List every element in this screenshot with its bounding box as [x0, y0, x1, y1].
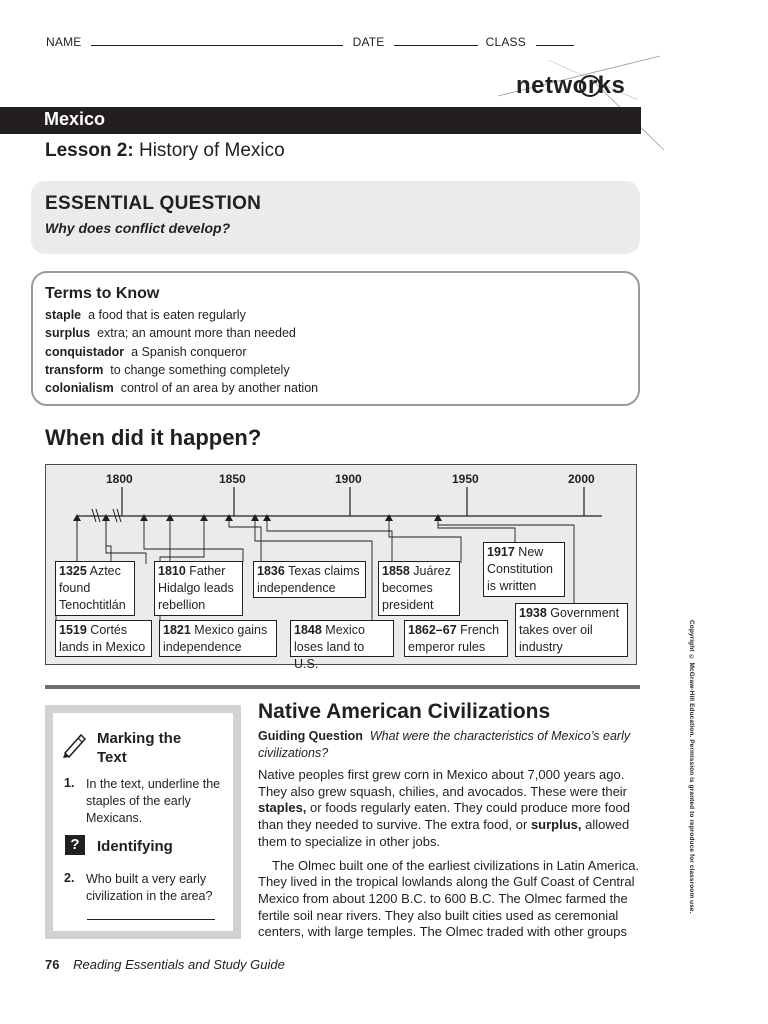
pencil-icon [61, 731, 87, 759]
name-label: NAME [46, 35, 82, 49]
country-title-bar: Mexico [0, 107, 641, 134]
term-item [45, 361, 638, 379]
term-definition: extra; an amount more than needed [97, 326, 296, 341]
paragraph-text: allowed them to specialize in other jobs. [258, 817, 630, 849]
identifying-number: 2. [64, 871, 75, 885]
copyright-notice: Copyright © McGraw-Hill Education. Permission is granted to reproduce for classroom use. [688, 620, 695, 914]
lesson-name: History of Mexico [138, 140, 285, 161]
timeline-event [378, 561, 460, 616]
event-year: 1821 [163, 623, 191, 637]
marking-heading: Marking the Text [97, 730, 182, 766]
event-text: Aztec found Tenochtitlán [59, 564, 126, 612]
class-label: CLASS [485, 35, 526, 49]
section-divider [45, 685, 640, 689]
section-title: Native American Civilizations [258, 700, 551, 723]
event-text: Texas claims independence [257, 564, 360, 595]
key-term: staples, [258, 800, 307, 816]
term-word: transform [45, 362, 104, 377]
event-year: 1325 [59, 564, 87, 578]
timeline-event [515, 603, 628, 657]
event-year: 1858 [382, 564, 410, 578]
event-text: Juárez becomes president [382, 564, 451, 612]
paragraph-text: Native peoples first grew corn in Mexico about 7,000 years ago. They also grew squash, chilies, and avocados. These were their [258, 767, 628, 799]
event-text: Government takes over oil industry [519, 606, 620, 654]
timeline-heading: When did it happen? [45, 425, 262, 450]
term-item [45, 306, 638, 324]
identifying-question: Who built a very early civilization in the area? [86, 872, 213, 903]
term-item [45, 343, 638, 361]
lesson-number: Lesson 2: [45, 140, 134, 161]
paragraph-2: The Olmec built one of the earliest civilizations in Latin America. They lived in the tropical lowlands along the Gulf Coast of Central Mexico from about 1200 B.C. to 600 B.C. The Olmec farmed the fertile soil near rivers. They also built cities used as ceremonial centers, with large temples. The Olmec traded with other groups [258, 857, 640, 940]
term-item [45, 379, 638, 397]
event-text: Mexico loses land to U.S. [294, 623, 365, 671]
timeline-year: 1850 [219, 472, 246, 486]
marking-number: 1. [64, 776, 75, 790]
event-text: Cortés lands in Mexico [59, 623, 146, 654]
event-year: 1810 [158, 564, 186, 578]
terms-heading: Terms to Know [45, 285, 160, 302]
term-definition: to change something completely [110, 362, 290, 377]
timeline-event [55, 620, 152, 657]
term-word: surplus [45, 326, 91, 341]
essential-question-heading: ESSENTIAL QUESTION [45, 193, 262, 214]
term-word: staple [45, 308, 82, 322]
date-label: DATE [352, 35, 385, 49]
page-footer [45, 957, 285, 972]
essential-question-text: Why does conflict develop? [45, 220, 231, 236]
timeline-box [45, 464, 637, 671]
timeline-event [159, 620, 277, 657]
key-term: surplus, [530, 817, 582, 833]
term-word: colonialism [45, 381, 114, 396]
identifying-heading: Identifying [97, 838, 173, 855]
term-item [45, 324, 638, 342]
terms-to-know-box [31, 271, 640, 406]
page-number: 76 [45, 957, 60, 972]
event-year: 1938 [519, 606, 547, 620]
guiding-question-text: What were the characteristics of Mexico’s early civilizations? [258, 729, 631, 760]
main-content [258, 700, 642, 941]
class-line[interactable] [536, 34, 574, 46]
event-year: 1862–67 [408, 623, 457, 637]
timeline-event [290, 620, 394, 671]
question-mark-icon: ? [65, 835, 85, 855]
event-year: 1519 [59, 623, 87, 637]
networks-logo: networks [516, 72, 626, 99]
timeline-event [483, 542, 565, 597]
timeline-event [253, 561, 366, 598]
term-definition: control of an area by another nation [120, 381, 319, 396]
event-text: French emperor rules [408, 623, 500, 654]
guiding-question-label: Guiding Question [258, 729, 363, 743]
timeline-year: 1950 [452, 472, 479, 486]
marking-instruction: In the text, underline the staples of the early Mexicans. [86, 777, 221, 825]
timeline-year: 2000 [568, 472, 595, 486]
timeline-event [154, 561, 243, 616]
event-text: Mexico gains independence [163, 623, 268, 654]
timeline-year: 1900 [335, 472, 362, 486]
name-line[interactable] [91, 34, 343, 46]
event-year: 1917 [487, 545, 515, 559]
study-sidebar-inner [53, 713, 233, 931]
lesson-title [45, 140, 285, 162]
paragraph-text: or foods regularly eaten. They could produce more food than they needed to survive. The extra food, or [258, 800, 630, 833]
header-fields [46, 34, 574, 49]
timeline-event [404, 620, 508, 657]
date-line[interactable] [394, 34, 478, 46]
logo-decoration [488, 50, 668, 160]
term-definition: a Spanish conqueror [131, 344, 247, 359]
guiding-question [258, 728, 642, 761]
timeline-year: 1800 [106, 472, 133, 486]
term-definition: a food that is eaten regularly [88, 308, 246, 322]
answer-line[interactable] [87, 919, 215, 920]
event-year: 1836 [257, 564, 285, 578]
event-text: New Constitution is written [487, 545, 554, 593]
timeline-event [55, 561, 135, 616]
paragraph-1 [258, 767, 642, 851]
event-year: 1848 [294, 623, 322, 637]
book-title: Reading Essentials and Study Guide [73, 957, 285, 972]
essential-question-box [31, 181, 640, 254]
term-word: conquistador [45, 344, 125, 359]
event-text: Father Hidalgo leads rebellion [158, 564, 234, 612]
study-sidebar [45, 705, 241, 939]
